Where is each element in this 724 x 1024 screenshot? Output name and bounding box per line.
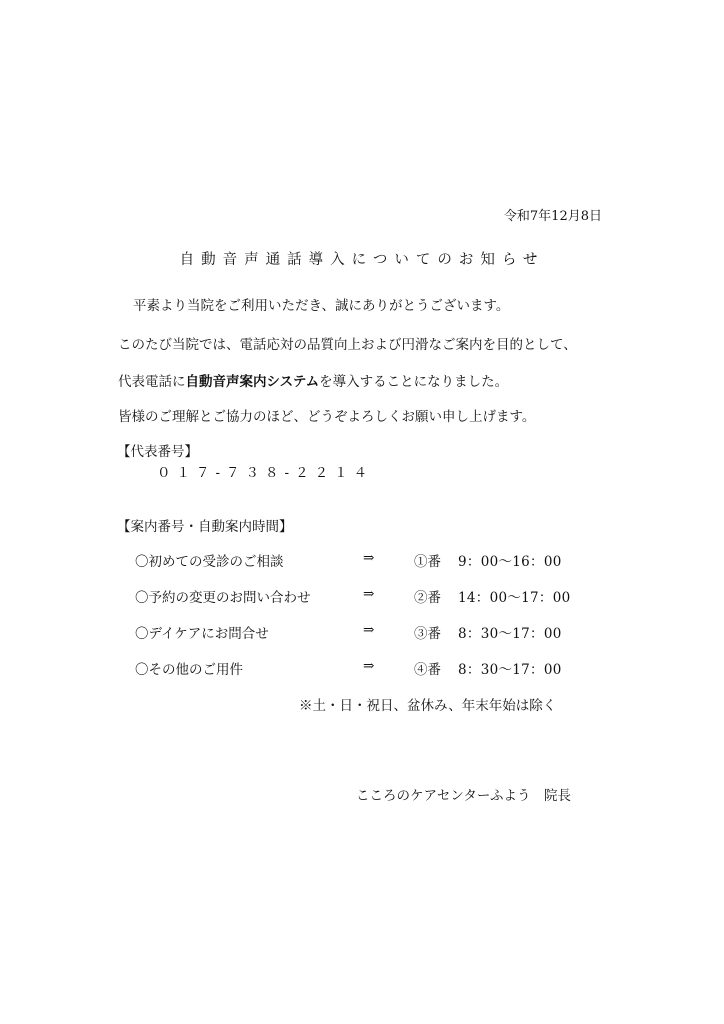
notice-title: 自動音声通話導入についてのお知らせ (179, 252, 545, 268)
body-line-request: 皆様のご理解とご協力のほど、どうぞよろしくお願い申し上げます。 (118, 409, 536, 425)
guide-row-number: ②番 (414, 590, 441, 606)
right-arrow-icon: ⇒ (363, 658, 375, 674)
phone-heading: 【代表番号】 (117, 444, 198, 460)
notice-date: 令和7年12月8日 (503, 209, 602, 224)
guide-row-hours: 14：00〜17：00 (458, 590, 571, 606)
guide-row-label: 〇予約の変更のお問い合わせ (135, 590, 311, 606)
right-arrow-icon: ⇒ (363, 622, 375, 638)
phone-number: ０１７‐７３８‐２２１４ (157, 465, 374, 481)
guide-row (0, 622, 724, 642)
right-arrow-icon: ⇒ (363, 550, 375, 566)
signature: こころのケアセンターふよう 院長 (356, 788, 572, 804)
intro-suffix: を導入することになりました。 (319, 374, 509, 390)
body-line-purpose: このたび当院では、電話応対の品質向上および円滑なご案内を目的として、 (118, 337, 577, 353)
guide-row (0, 550, 724, 570)
greeting-line: 平素より当院をご利用いただき、誠にありがとうございます。 (133, 298, 510, 314)
guide-row-number: ④番 (414, 662, 441, 678)
guide-row (0, 658, 724, 678)
guide-row-hours: 8：30〜17：00 (458, 662, 562, 678)
guide-heading: 【案内番号・自動案内時間】 (117, 519, 293, 535)
guide-row-hours: 9：00〜16：00 (458, 554, 562, 570)
body-line-introduction (118, 370, 508, 390)
guide-row-number: ①番 (414, 554, 441, 570)
guide-row-hours: 8：30〜17：00 (458, 626, 562, 642)
guide-row-label: 〇その他のご用件 (135, 662, 243, 678)
guide-row-label: 〇初めての受診のご相談 (135, 554, 284, 570)
guide-row (0, 586, 724, 606)
exclusion-note: ※土・日・祝日、盆休み、年末年始は除く (299, 698, 557, 714)
right-arrow-icon: ⇒ (363, 586, 375, 602)
system-name-emphasis: 自動音声案内システム (185, 374, 320, 390)
guide-row-number: ③番 (414, 626, 441, 642)
intro-prefix: 代表電話に (118, 374, 186, 390)
guide-row-label: 〇デイケアにお問合せ (135, 626, 269, 642)
